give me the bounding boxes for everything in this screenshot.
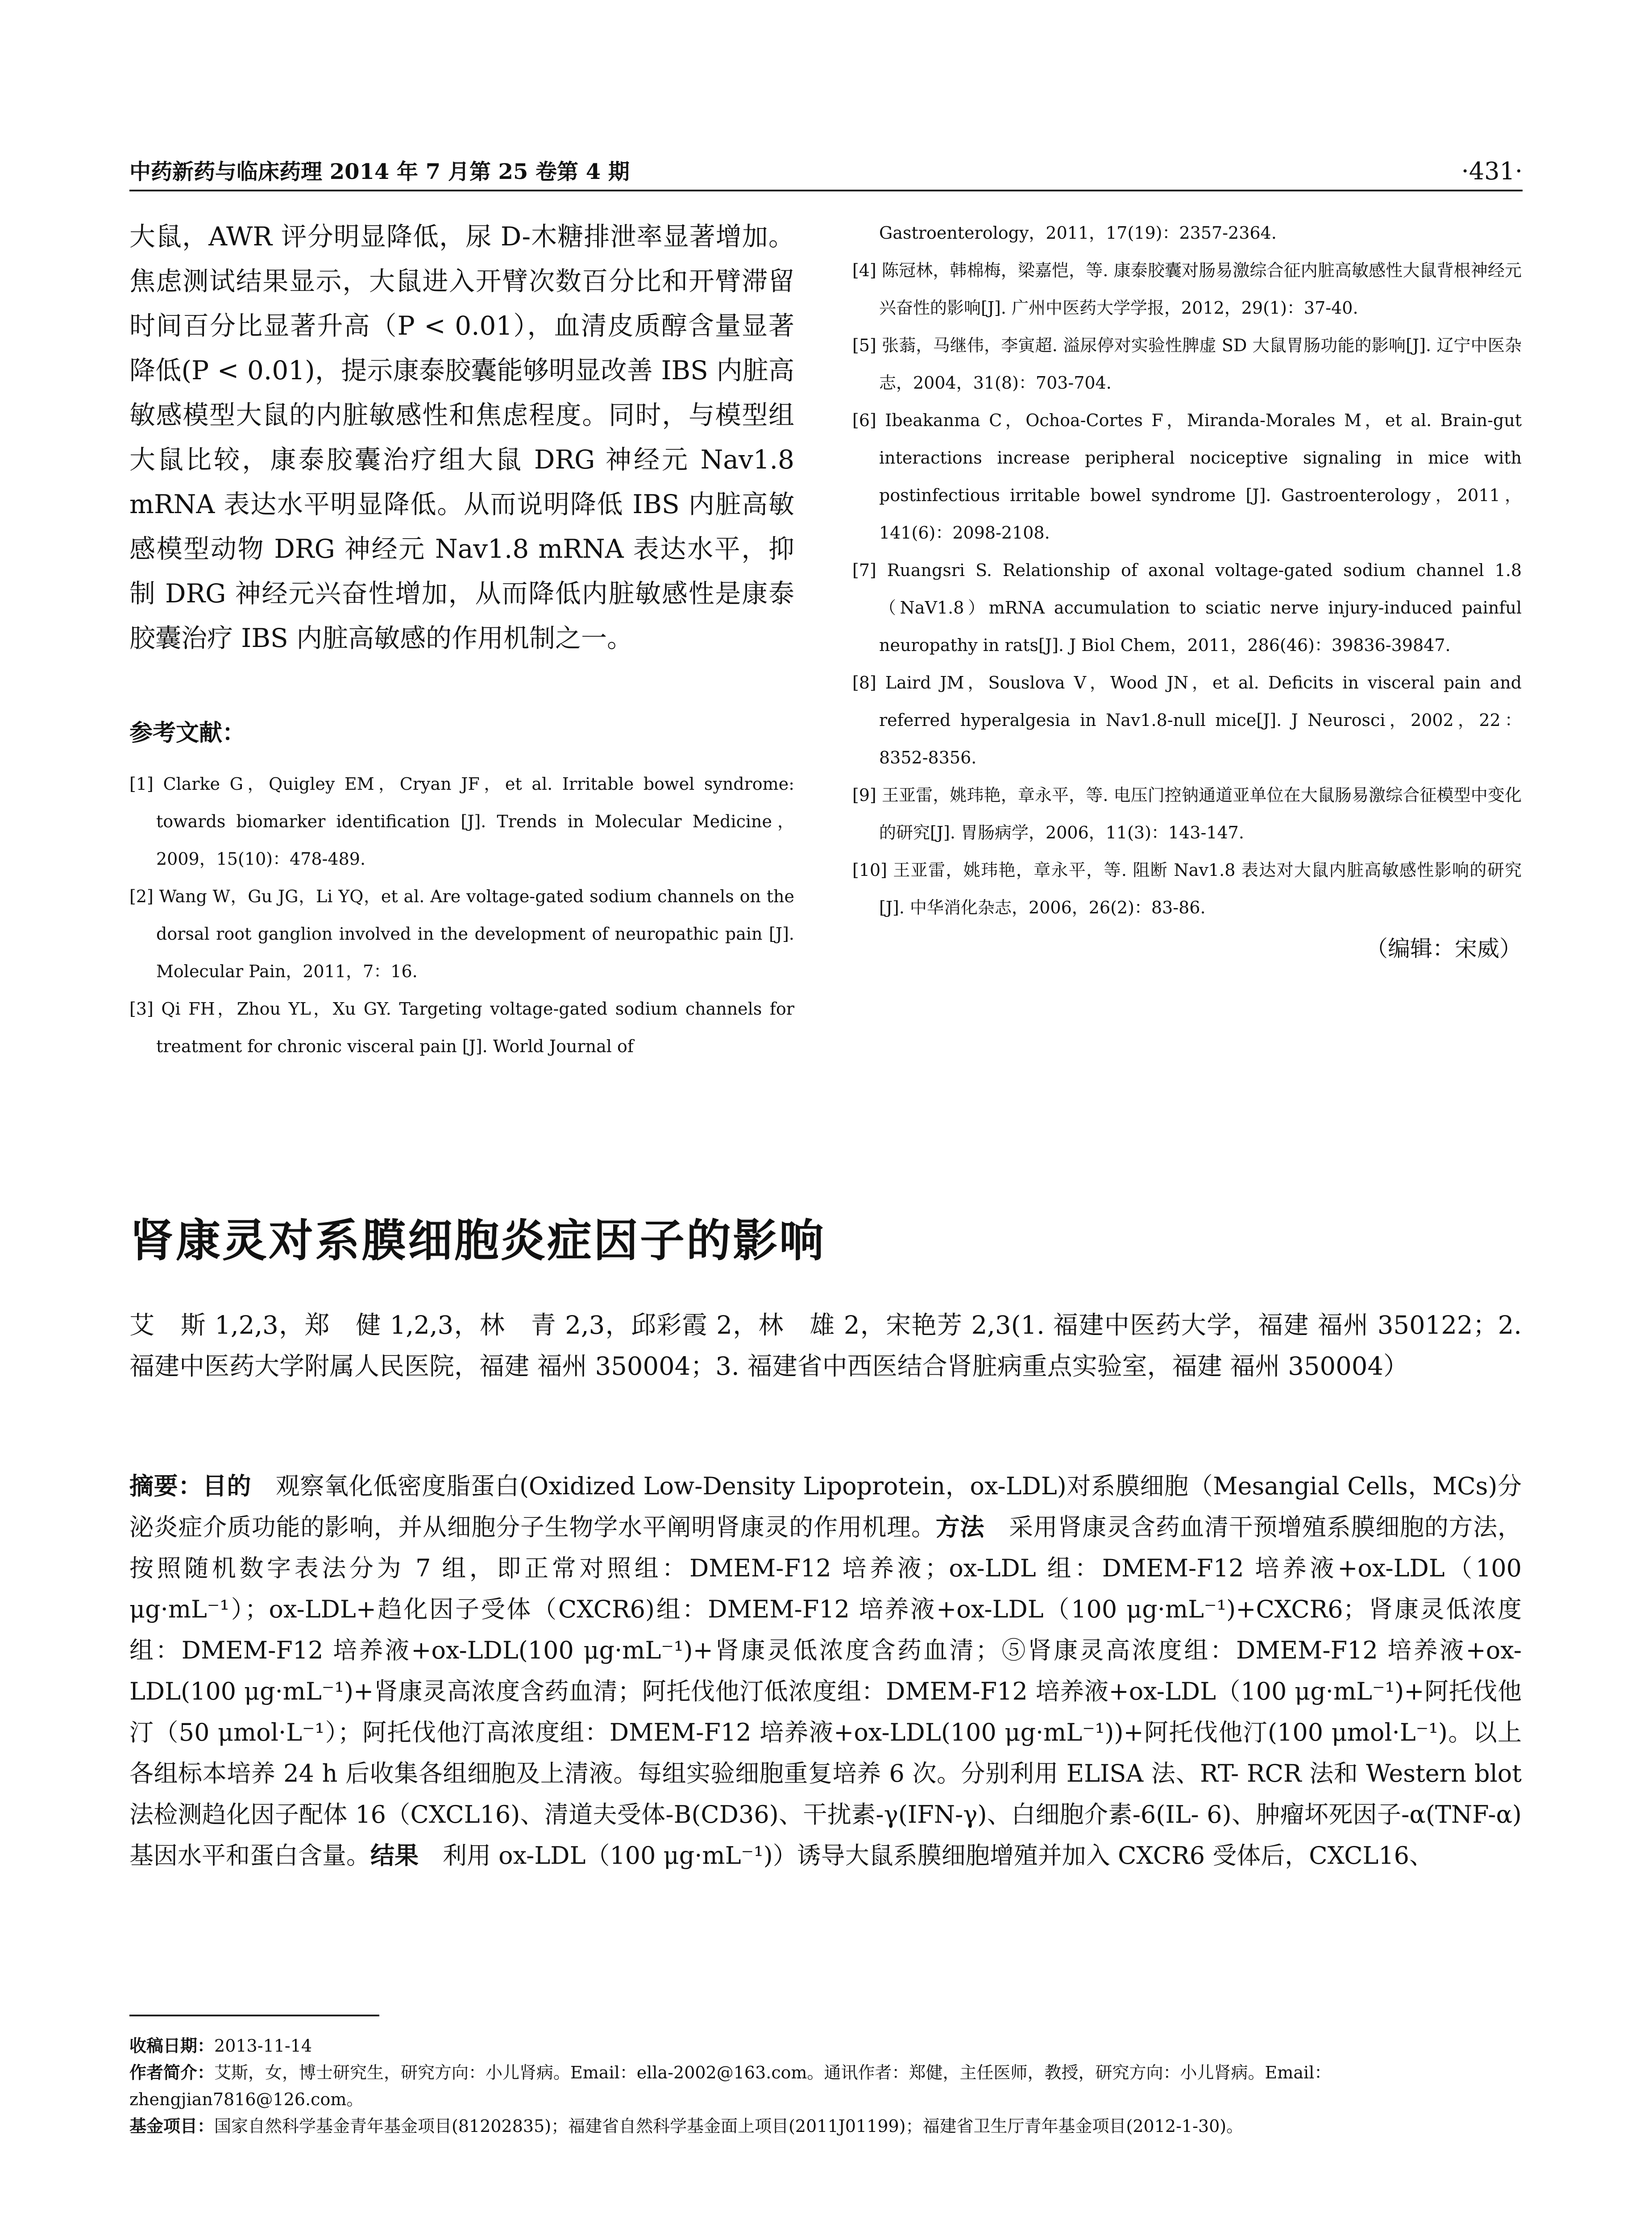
page-number: ·431· <box>1461 157 1523 185</box>
reference-item: [9] 王亚雷，姚玮艳，章永平，等. 电压门控钠通道亚单位在大鼠肠易激综合征模型中变化的研究[J]. 胃肠病学，2006，11(3)：143-147. <box>852 785 1522 842</box>
received-line <box>129 2032 1522 2059</box>
result-text: 利用 ox-LDL（100 μg·mL⁻¹)）诱导大鼠系膜细胞增殖并加入 CXCR6 受体后，CXCL16、 <box>443 1841 1433 1870</box>
left-column <box>129 214 794 1065</box>
fund-text: 国家自然科学基金青年基金项目(81202835)；福建省自然科学基金面上项目(2011J01199)；福建省卫生厅青年基金项目(2012-1-30)。 <box>214 2116 1244 2136</box>
reference-item: [10] 王亚雷，姚玮艳，章永平，等. 阻断 Nav1.8 表达对大鼠内脏高敏感性影响的研究[J]. 中华消化杂志，2006，26(2)：83-86. <box>852 860 1522 917</box>
right-column <box>852 214 1522 963</box>
journal-line: 中药新药与临床药理 2014 年 7 月第 25 卷第 4 期 <box>129 159 630 184</box>
result-label: 结果 <box>370 1841 419 1870</box>
editor-note: （编辑：宋威） <box>1366 936 1522 962</box>
page-header <box>129 154 1523 191</box>
method-text: 采用肾康灵含药血清干预增殖系膜细胞的方法，按照随机数字表法分为 7 组，即正常对照组：DMEM-F12 培养液；ox-LDL 组：DMEM-F12 培养液+ox-LDL（100 μg·mL⁻¹）；ox-LDL+趋化因子受体（CXCR6)组：DMEM-F12 培养液+ox-LDL（100 μg·mL⁻¹)+CXCR6；肾康灵低浓度组：DMEM-F12 培养液+ox-LDL(100 μg·mL⁻¹)+肾康灵低浓度含药血清；⑤肾康灵高浓度组：DMEM-F12 培养液+ox-LDL(100 μg·mL⁻¹)+肾康灵高浓度含药血清；阿托伐他汀低浓度组：DMEM-F12 培养液+ox-LDL（100 μg·mL⁻¹)+阿托伐他汀（50 μmol·L⁻¹）；阿托伐他汀高浓度组：DMEM-F12 培养液+ox-LDL(100 μg·mL⁻¹))+阿托伐他汀(100 μmol·L⁻¹)。以上各组标本培养 24 h 后收集各组细胞及上清液。每组实验细胞重复培养 6 次。分别利用 ELISA 法、RT- RCR 法和 Western blot 法检测趋化因子配体 16（CXCL16)、清道夫受体-B(CD36)、干扰素-γ(IFN-γ)、白细胞介素-6(IL- 6)、肿瘤坏死因子-α(TNF-α)基因水平和蛋白含量。 <box>129 1513 1522 1870</box>
abstract <box>129 1466 1522 1876</box>
footnote-divider <box>129 2015 379 2016</box>
reference-item: [7] Ruangsri S. Relationship of axonal voltage-gated sodium channel 1.8（NaV1.8）mRNA accumulation to sciatic nerve injury-induced painful neuropathy in rats[J]. J Biol Chem，2011，286(46)：39836-39847. <box>852 560 1522 655</box>
received-label: 收稿日期： <box>129 2036 215 2056</box>
fund-label: 基金项目： <box>129 2116 215 2136</box>
article-title: 肾康灵对系膜细胞炎症因子的影响 <box>129 1215 826 1267</box>
reference-item: [5] 张蓊，马继伟，李寅超. 溢尿停对实验性脾虚 SD 大鼠胃肠功能的影响[J]. 辽宁中医杂志，2004，31(8)：703-704. <box>852 336 1522 393</box>
reference-item: [2] Wang W，Gu JG，Li YQ，et al. Are voltage-gated sodium channels on the dorsal root ganglion involved in the development of neuropathic pain [J]. Molecular Pain，2011，7：16. <box>129 887 794 981</box>
references-title: 参考文献： <box>129 720 246 746</box>
abstract-label: 摘要： <box>129 1472 203 1500</box>
reference-item: [3] Qi FH，Zhou YL，Xu GY. Targeting voltage-gated sodium channels for treatment for chronic visceral pain [J]. World Journal of <box>129 999 794 1056</box>
fund-line <box>129 2113 1522 2140</box>
author-info-line <box>129 2059 1522 2113</box>
objective-label: 目的 <box>202 1472 252 1500</box>
reference-item: [4] 陈冠林，韩棉梅，梁嘉恺，等. 康泰胶囊对肠易激综合征内脏高敏感性大鼠背根神经元兴奋性的影响[J]. 广州中医药大学学报，2012，29(1)：37-40. <box>852 261 1522 318</box>
reference-item: [8] Laird JM，Souslova V，Wood JN，et al. Deficits in visceral pain and referred hyperalgesia in Nav1.8-null mice[J]. J Neurosci，2002，22：8352-8356. <box>852 673 1522 767</box>
reference-continuation: Gastroenterology，2011，17(19)：2357-2364. <box>879 223 1277 243</box>
reference-item: [6] Ibeakanma C，Ochoa-Cortes F，Miranda-Morales M，et al. Brain-gut interactions increase peripheral nociceptive signaling in mice with postinfectious irritable bowel syndrome [J]. Gastroenterology，2011，141(6)：2098-2108. <box>852 411 1522 543</box>
author-info-label: 作者简介： <box>129 2063 215 2082</box>
method-label: 方法 <box>935 1513 985 1541</box>
objective-text: 观察氧化低密度脂蛋白(Oxidized Low-Density Lipoprotein，ox-LDL)对系膜细胞（Mesangial Cells，MCs)分泌炎症介质功能的影响，并从细胞分子生物学水平阐明肾康灵的作用机理。 <box>129 1472 1522 1541</box>
received-date: 2013-11-14 <box>214 2036 312 2056</box>
reference-item: [1] Clarke G，Quigley EM，Cryan JF，et al. Irritable bowel syndrome: towards biomarker identification [J]. Trends in Molecular Medicine，2009，15(10)：478-489. <box>129 774 794 869</box>
footnote <box>129 2032 1522 2140</box>
author-info-text: 艾斯，女，博士研究生，研究方向：小儿肾病。Email：ella-2002@163.com。通讯作者：郑健，主任医师，教授，研究方向：小儿肾病。Email：zhengjian7816@126.com。 <box>129 2063 1332 2109</box>
prev-article-body: 大鼠，AWR 评分明显降低，尿 D-木糖排泄率显著增加。焦虑测试结果显示，大鼠进入开臂次数百分比和开臂滞留时间百分比显著升高（P < 0.01），血清皮质醇含量显著降低(P < 0.01)，提示康泰胶囊能够明显改善 IBS 内脏高敏感模型大鼠的内脏敏感性和焦虑程度。同时，与模型组大鼠比较，康泰胶囊治疗组大鼠 DRG 神经元 Nav1.8 mRNA 表达水平明显降低。从而说明降低 IBS 内脏高敏感模型动物 DRG 神经元 Nav1.8 mRNA 表达水平，抑制 DRG 神经元兴奋性增加，从而降低内脏敏感性是康泰胶囊治疗 IBS 内脏高敏感的作用机制之一。 <box>129 221 794 653</box>
author-affiliations: 艾 斯 1,2,3，郑 健 1,2,3，林 青 2,3，邱彩霞 2，林 雄 2，宋艳芳 2,3(1. 福建中医药大学，福建 福州 350122；2. 福建中医药大学附属人民医院，福建 福州 350004；3. 福建省中西医结合肾脏病重点实验室，福建 福州 350004） <box>129 1311 1522 1381</box>
